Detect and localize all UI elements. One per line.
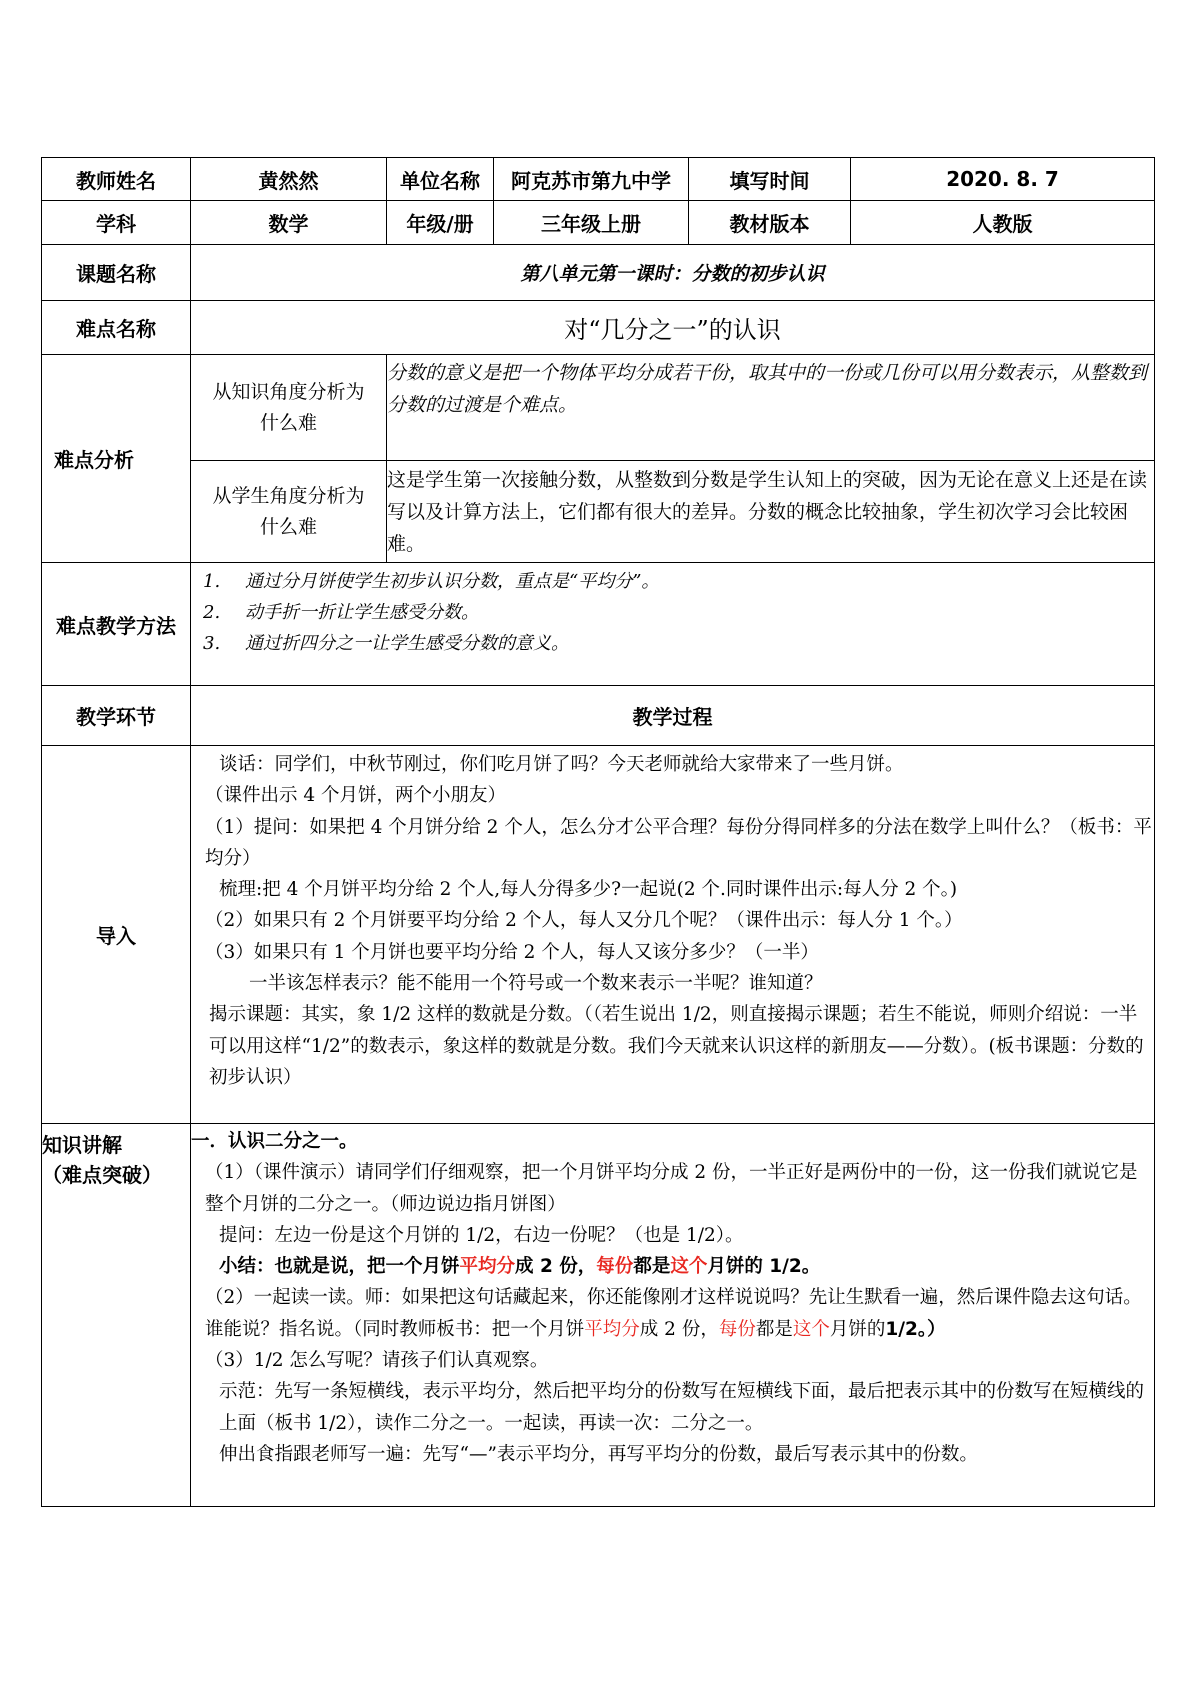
intro-line: 梳理:把 4 个月饼平均分给 2 个人,每人分得多少?一起说(2 个.同时课件出示:每人分 2 个。)	[219, 879, 958, 901]
lecture-line: 提问：左边一份是这个月饼的 1/2，右边一份呢？（也是 1/2）。	[219, 1224, 744, 1246]
unit-label: 单位名称	[387, 158, 494, 201]
lecture-highlight: 每份	[718, 1318, 756, 1340]
lesson-plan-table	[41, 157, 1155, 1507]
textbook-value: 人教版	[851, 201, 1155, 245]
student-text: 这是学生第一次接触分数，从整数到分数是学生认知上的突破，因为无论在意义上还是在读写以及计算方法上，它们都有很大的差异。分数的概念比较抽象，学生初次学习会比较困难。	[387, 461, 1155, 563]
summary-part: 小结：也就是说，把一个月饼	[219, 1256, 460, 1278]
row-teacher	[42, 158, 1155, 201]
lecture-part: 都是	[755, 1318, 793, 1340]
intro-line: 揭示课题：其实，象 1/2 这样的数就是分数。（（若生说出 1/2，则直接揭示课题；若生不能说，师则介绍说：一半可以用这样“1/2”的数表示，象这样的数就是分数。我们今天就来认识这样的新朋友——分数）。(板书课题：分数的初步认识）	[209, 1004, 1144, 1088]
summary-part: 月饼的 1/2。	[707, 1256, 821, 1278]
list-item	[191, 628, 1154, 659]
subject-value: 数学	[191, 201, 387, 245]
lecture-label-line2: （难点突破）	[42, 1163, 162, 1187]
summary-highlight: 平均分	[459, 1256, 516, 1278]
subject-label: 学科	[42, 201, 191, 245]
difficulty-label: 难点名称	[42, 301, 191, 355]
lecture-line	[191, 1282, 1154, 1345]
grade-value: 三年级上册	[494, 201, 689, 245]
lecture-part: （2）一起读一读。师：如果把这句话藏起来，你还能像刚才这样说说吗？先让生默看一遍，然后课件隐去这句话。谁能说？指名说。（同时教师板书：把一个月饼	[205, 1287, 1142, 1340]
list-number: 1.	[203, 571, 221, 592]
summary-highlight: 这个	[670, 1256, 708, 1278]
intro-label: 导入	[42, 746, 191, 1124]
lecture-label	[42, 1124, 191, 1507]
intro-line: （1）提问：如果把 4 个月饼分给 2 个人，怎么分才公平合理？每份分得同样多的分法在数学上叫什么？（板书：平均分）	[205, 816, 1152, 869]
summary-part: 都是	[633, 1256, 671, 1278]
row-process-header	[42, 686, 1155, 746]
list-text: 动手折一折让学生感受分数。	[245, 602, 479, 623]
intro-line: 谈话：同学们，中秋节刚过，你们吃月饼了吗？今天老师就给大家带来了一些月饼。	[219, 754, 904, 775]
intro-line: 一半该怎样表示？能不能用一个符号或一个数来表示一半呢？谁知道？	[249, 973, 823, 995]
grade-label: 年级/册	[387, 201, 494, 245]
lecture-part: 月饼的	[829, 1318, 886, 1340]
row-topic	[42, 245, 1155, 301]
teacher-label: 教师姓名	[42, 158, 191, 201]
analysis-label: 难点分析	[42, 355, 191, 563]
methods-label: 难点教学方法	[42, 563, 191, 686]
row-methods	[42, 563, 1155, 686]
lecture-line: （1）（课件演示）请同学们仔细观察，把一个月饼平均分成 2 份，一半正好是两份中的一份，这一份我们就说它是整个月饼的二分之一。（师边说边指月饼图）	[205, 1162, 1138, 1215]
list-number: 3.	[203, 633, 221, 654]
intro-line: （课件出示 4 个月饼，两个小朋友）	[205, 785, 507, 807]
intro-line: （3）如果只有 1 个月饼也要平均分给 2 个人，每人又该分多少？（一半）	[205, 941, 819, 963]
list-item	[191, 597, 1154, 628]
lecture-label-line1: 知识讲解	[42, 1133, 122, 1157]
date-value: 2020. 8. 7	[851, 158, 1155, 201]
row-lecture	[42, 1124, 1155, 1507]
knowledge-label: 从知识角度分析为什么难	[191, 355, 387, 461]
topic-label: 课题名称	[42, 245, 191, 301]
lecture-line: 伸出食指跟老师写一遍：先写“—”表示平均分，再写平均分的份数，最后写表示其中的份数。	[219, 1443, 978, 1465]
lecture-highlight: 平均分	[584, 1318, 640, 1340]
lecture-content	[191, 1124, 1155, 1507]
lecture-line: （3）1/2 怎么写呢？请孩子们认真观察。	[205, 1350, 549, 1372]
intro-line: （2）如果只有 2 个月饼要平均分给 2 个人，每人又分几个呢？（课件出示：每人分 1 个。）	[205, 910, 963, 932]
row-subject	[42, 201, 1155, 245]
summary-highlight: 每份	[596, 1256, 634, 1278]
process-label: 教学环节	[42, 686, 191, 746]
intro-content	[191, 746, 1155, 1124]
row-intro	[42, 746, 1155, 1124]
teacher-value: 黄然然	[191, 158, 387, 201]
textbook-label: 教材版本	[689, 201, 851, 245]
list-text: 通过分月饼使学生初步认识分数，重点是“平均分”。	[245, 571, 660, 592]
student-label: 从学生角度分析为什么难	[191, 461, 387, 563]
list-text: 通过折四分之一让学生感受分数的意义。	[245, 633, 569, 654]
unit-value: 阿克苏市第九中学	[494, 158, 689, 201]
lecture-heading: 一．认识二分之一。	[191, 1131, 358, 1152]
lecture-summary	[191, 1251, 1154, 1282]
difficulty-value: 对“几分之一”的认识	[191, 301, 1155, 355]
lecture-highlight: 这个	[792, 1318, 830, 1340]
process-value: 教学过程	[191, 686, 1155, 746]
list-item	[191, 566, 1154, 597]
list-number: 2.	[203, 602, 221, 623]
lecture-line: 示范：先写一条短横线，表示平均分，然后把平均分的份数写在短横线下面，最后把表示其中的份数写在短横线的上面（板书 1/2），读作二分之一。一起读，再读一次：二分之一。	[219, 1381, 1145, 1434]
row-difficulty	[42, 301, 1155, 355]
methods-list	[191, 563, 1155, 686]
knowledge-text: 分数的意义是把一个物体平均分成若干份，取其中的一份或几份可以用分数表示，从整数到分数的过渡是个难点。	[387, 355, 1155, 461]
summary-part: 成 2 份，	[515, 1256, 597, 1278]
lecture-part: 成 2 份，	[639, 1318, 719, 1340]
row-analysis-knowledge	[42, 355, 1155, 461]
date-label: 填写时间	[689, 158, 851, 201]
topic-value: 第八单元第一课时：分数的初步认识	[191, 245, 1155, 301]
lecture-part: 1/2。）	[885, 1318, 946, 1340]
row-analysis-student	[42, 461, 1155, 563]
